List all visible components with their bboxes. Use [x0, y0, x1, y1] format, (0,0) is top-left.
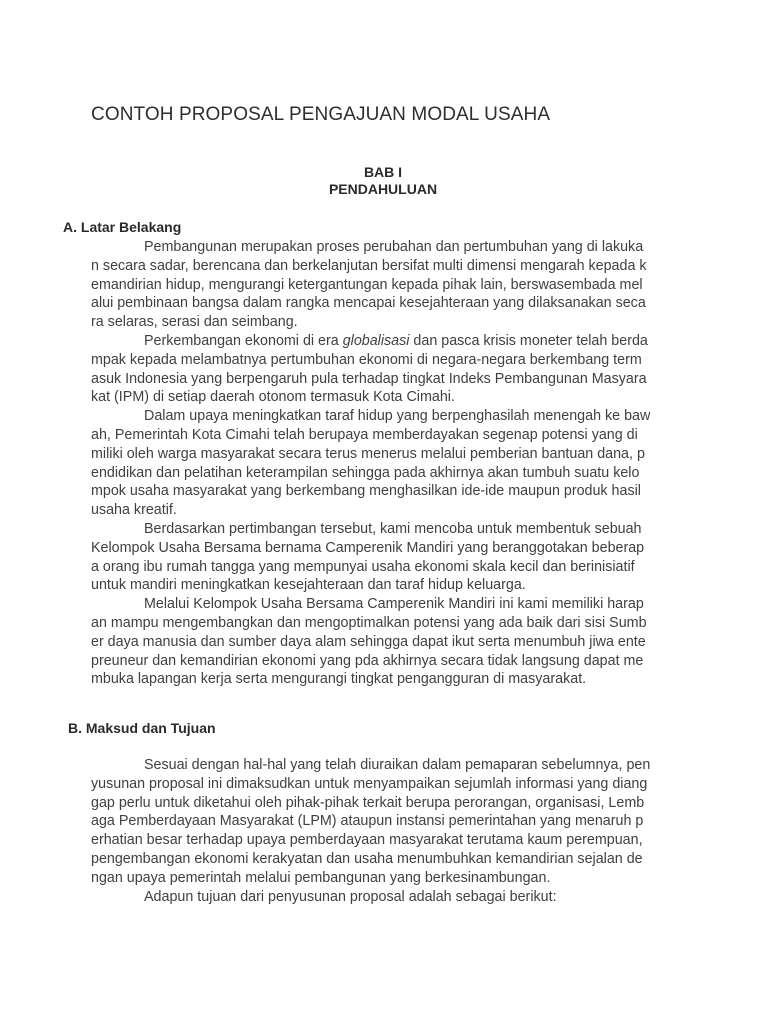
chapter-title: PENDAHULUAN — [328, 181, 438, 197]
paragraph-line: untuk mandiri meningkatkan kesejahteraan dan taraf hidup keluarga. — [91, 577, 526, 594]
paragraph-line: Sesuai dengan hal-hal yang telah diuraikan dalam pemaparan sebelumnya, pen — [144, 757, 651, 773]
section-maksud-dan-tujuan-body — [91, 756, 691, 906]
paragraph-line: erhatian besar terhadap upaya pemberdayaan masyarakat terutama kaum perempuan, — [91, 832, 643, 849]
section-heading-maksud-dan-tujuan: B. Maksud dan Tujuan — [68, 720, 216, 736]
paragraph-line: gap perlu untuk diketahui oleh pihak-pihak terkait berupa perorangan, organisasi, Lemb — [91, 794, 645, 811]
paragraph-line: emandirian hidup, mengurangi ketergantungan kepada pihak lain, berswasembada mel — [91, 276, 643, 293]
text-run: Perkembangan ekonomi di era — [144, 332, 343, 349]
paragraph-line: ngan upaya pemerintah melalui pembangunan yang berkesinambungan. — [91, 869, 551, 886]
paragraph-line: er daya manusia dan sumber daya alam sehingga dapat ikut serta menumbuh jiwa ente — [91, 633, 646, 650]
paragraph-line: ra selaras, serasi dan seimbang. — [91, 314, 298, 331]
paragraph-line: mbuka lapangan kerja serta mengurangi tingkat pengangguran di masyarakat. — [91, 671, 587, 688]
paragraph-line: a orang ibu rumah tangga yang mempunyai usaha ekonomi skala kecil dan berinisiatif — [91, 558, 635, 575]
section-latar-belakang-body — [91, 238, 691, 689]
paragraph-line: usaha kreatif. — [91, 502, 177, 519]
paragraph-line: mpak kepada melambatnya pertumbuhan ekonomi di negara-negara berkembang term — [91, 351, 642, 368]
paragraph-line: kat (IPM) di setiap daerah otonom termasuk Kota Cimahi. — [91, 389, 455, 406]
paragraph-line: mpok usaha masyarakat yang berkembang menghasilkan ide-ide maupun produk hasil — [91, 483, 641, 500]
paragraph-line: aga Pemberdayaan Masyarakat (LPM) ataupun instansi pemerintahan yang menaruh p — [91, 813, 644, 830]
paragraph-line: Pembangunan merupakan proses perubahan dan pertumbuhan yang di lakuka — [144, 239, 644, 255]
paragraph-line: Melalui Kelompok Usaha Bersama Camperenik Mandiri ini kami memiliki harap — [144, 596, 644, 613]
paragraph-line: yusunan proposal ini dimaksudkan untuk menyampaikan sejumlah informasi yang diang — [91, 775, 648, 792]
paragraph-line: n secara sadar, berencana dan berkelanjutan bersifat multi dimensi mengarah kepada k — [91, 257, 647, 274]
section-heading-latar-belakang: A. Latar Belakang — [63, 219, 182, 235]
document-title: CONTOH PROPOSAL PENGAJUAN MODAL USAHA — [91, 104, 551, 125]
text-run: dan pasca krisis moneter telah berda — [409, 332, 648, 349]
paragraph-line: ah, Pemerintah Kota Cimahi telah berupaya memberdayakan segenap potensi yang di — [91, 426, 638, 443]
paragraph-line: alui pembinaan bangsa dalam rangka mencapai kesejahteraan yang dilaksanakan seca — [91, 295, 646, 312]
paragraph-line — [91, 332, 691, 351]
italic-term: globalisasi — [342, 332, 410, 349]
chapter-number: BAB I — [363, 164, 403, 180]
paragraph-line: pengembangan ekonomi kerakyatan dan usaha menumbuhkan kemandirian sejalan de — [91, 850, 643, 867]
paragraph-line: Dalam upaya meningkatkan taraf hidup yang berpenghasilah menengah ke baw — [144, 408, 651, 425]
paragraph-line: an mampu mengembangkan dan mengoptimalkan potensi yang ada baik dari sisi Sumb — [91, 614, 647, 631]
paragraph-line: Kelompok Usaha Bersama bernama Camperenik Mandiri yang beranggotakan beberap — [91, 539, 645, 556]
paragraph-line: miliki oleh warga masyarakat secara terus menerus melalui pemberian bantuan dana, p — [91, 445, 645, 462]
paragraph-line: Adapun tujuan dari penyusunan proposal adalah sebagai berikut: — [144, 888, 557, 905]
paragraph-line: asuk Indonesia yang berpengaruh pula terhadap tingkat Indeks Pembangunan Masyara — [91, 370, 647, 387]
paragraph-line: preuneur dan kemandirian ekonomi yang pda akhirnya secara tidak langsung dapat me — [91, 652, 644, 669]
paragraph-line: endidikan dan pelatihan keterampilan sehingga pada akhirnya akan tumbuh suatu kelo — [91, 464, 640, 481]
paragraph-line: Berdasarkan pertimbangan tersebut, kami mencoba untuk membentuk sebuah — [144, 520, 642, 537]
